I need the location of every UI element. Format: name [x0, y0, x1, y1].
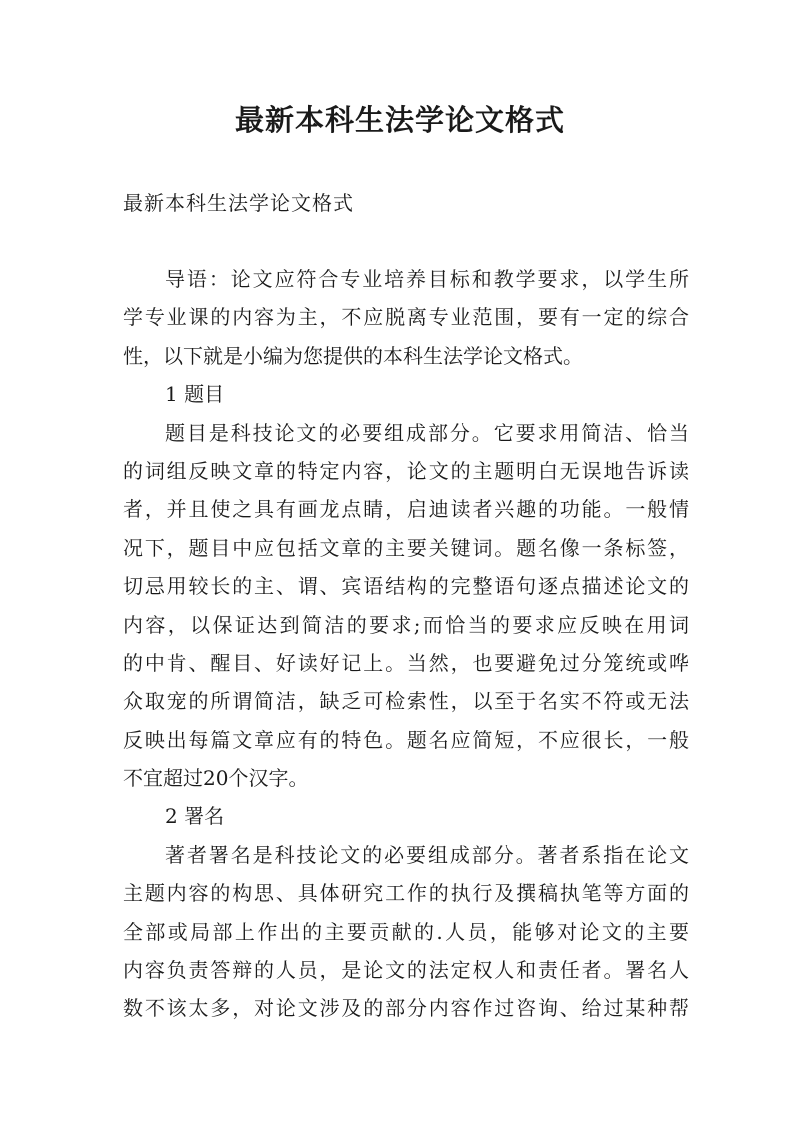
text-line: 主题内容的构思、具体研究工作的执行及撰稿执笔等方面的	[123, 881, 689, 906]
text-line: 导语：论文应符合专业培养目标和教学要求，以学生所	[165, 267, 689, 291]
text-line: 题目是科技论文的必要组成部分。它要求用简洁、恰当	[165, 420, 689, 445]
text-line: 数不该太多，对论文涉及的部分内容作过咨询、给过某种帮	[123, 996, 689, 1021]
text-line: 内容，以保证达到简洁的要求;而恰当的要求应反映在用词	[123, 612, 689, 637]
text-line: 者，并且使之具有画龙点睛，启迪读者兴趣的功能。一般情	[123, 497, 689, 522]
text-line: 性，以下就是小编为您提供的本科生法学论文格式。	[123, 343, 583, 368]
text-line: 学专业课的内容为主，不应脱离专业范围，要有一定的综合	[123, 305, 689, 330]
document-title: 最新本科生法学论文格式	[234, 103, 565, 137]
document-body	[123, 260, 689, 1028]
intro-paragraph	[123, 260, 689, 375]
authorship-section-paragraph	[123, 836, 689, 1028]
text-line: 著者署名是科技论文的必要组成部分。著者系指在论文	[165, 842, 689, 867]
text-line: 的词组反映文章的特定内容，论文的主题明白无误地告诉读	[123, 458, 689, 483]
text-line: 全部或局部上作出的主要贡献的.人员，能够对论文的主要	[123, 919, 689, 944]
section-heading-title: 1 题目	[165, 382, 225, 407]
title-section-paragraph	[123, 414, 689, 798]
text-line: 内容负责答辩的人员，是论文的法定权人和责任者。署名人	[123, 958, 689, 983]
text-line: 切忌用较长的主、谓、宾语结构的完整语句逐点描述论文的	[123, 574, 689, 599]
text-line: 的中肯、醒目、好读好记上。当然，也要避免过分笼统或哗	[123, 650, 689, 675]
text-line: 众取宠的所谓简洁，缺乏可检索性，以至于名实不符或无法	[123, 689, 689, 714]
text-line: 不宜超过20个汉字。	[123, 766, 309, 791]
document-subtitle: 最新本科生法学论文格式	[123, 191, 354, 215]
text-line: 况下，题目中应包括文章的主要关键词。题名像一条标签，	[123, 535, 689, 560]
section-heading-authorship: 2 署名	[165, 804, 225, 829]
text-line: 反映出每篇文章应有的特色。题名应简短，不应很长，一般	[123, 727, 689, 752]
